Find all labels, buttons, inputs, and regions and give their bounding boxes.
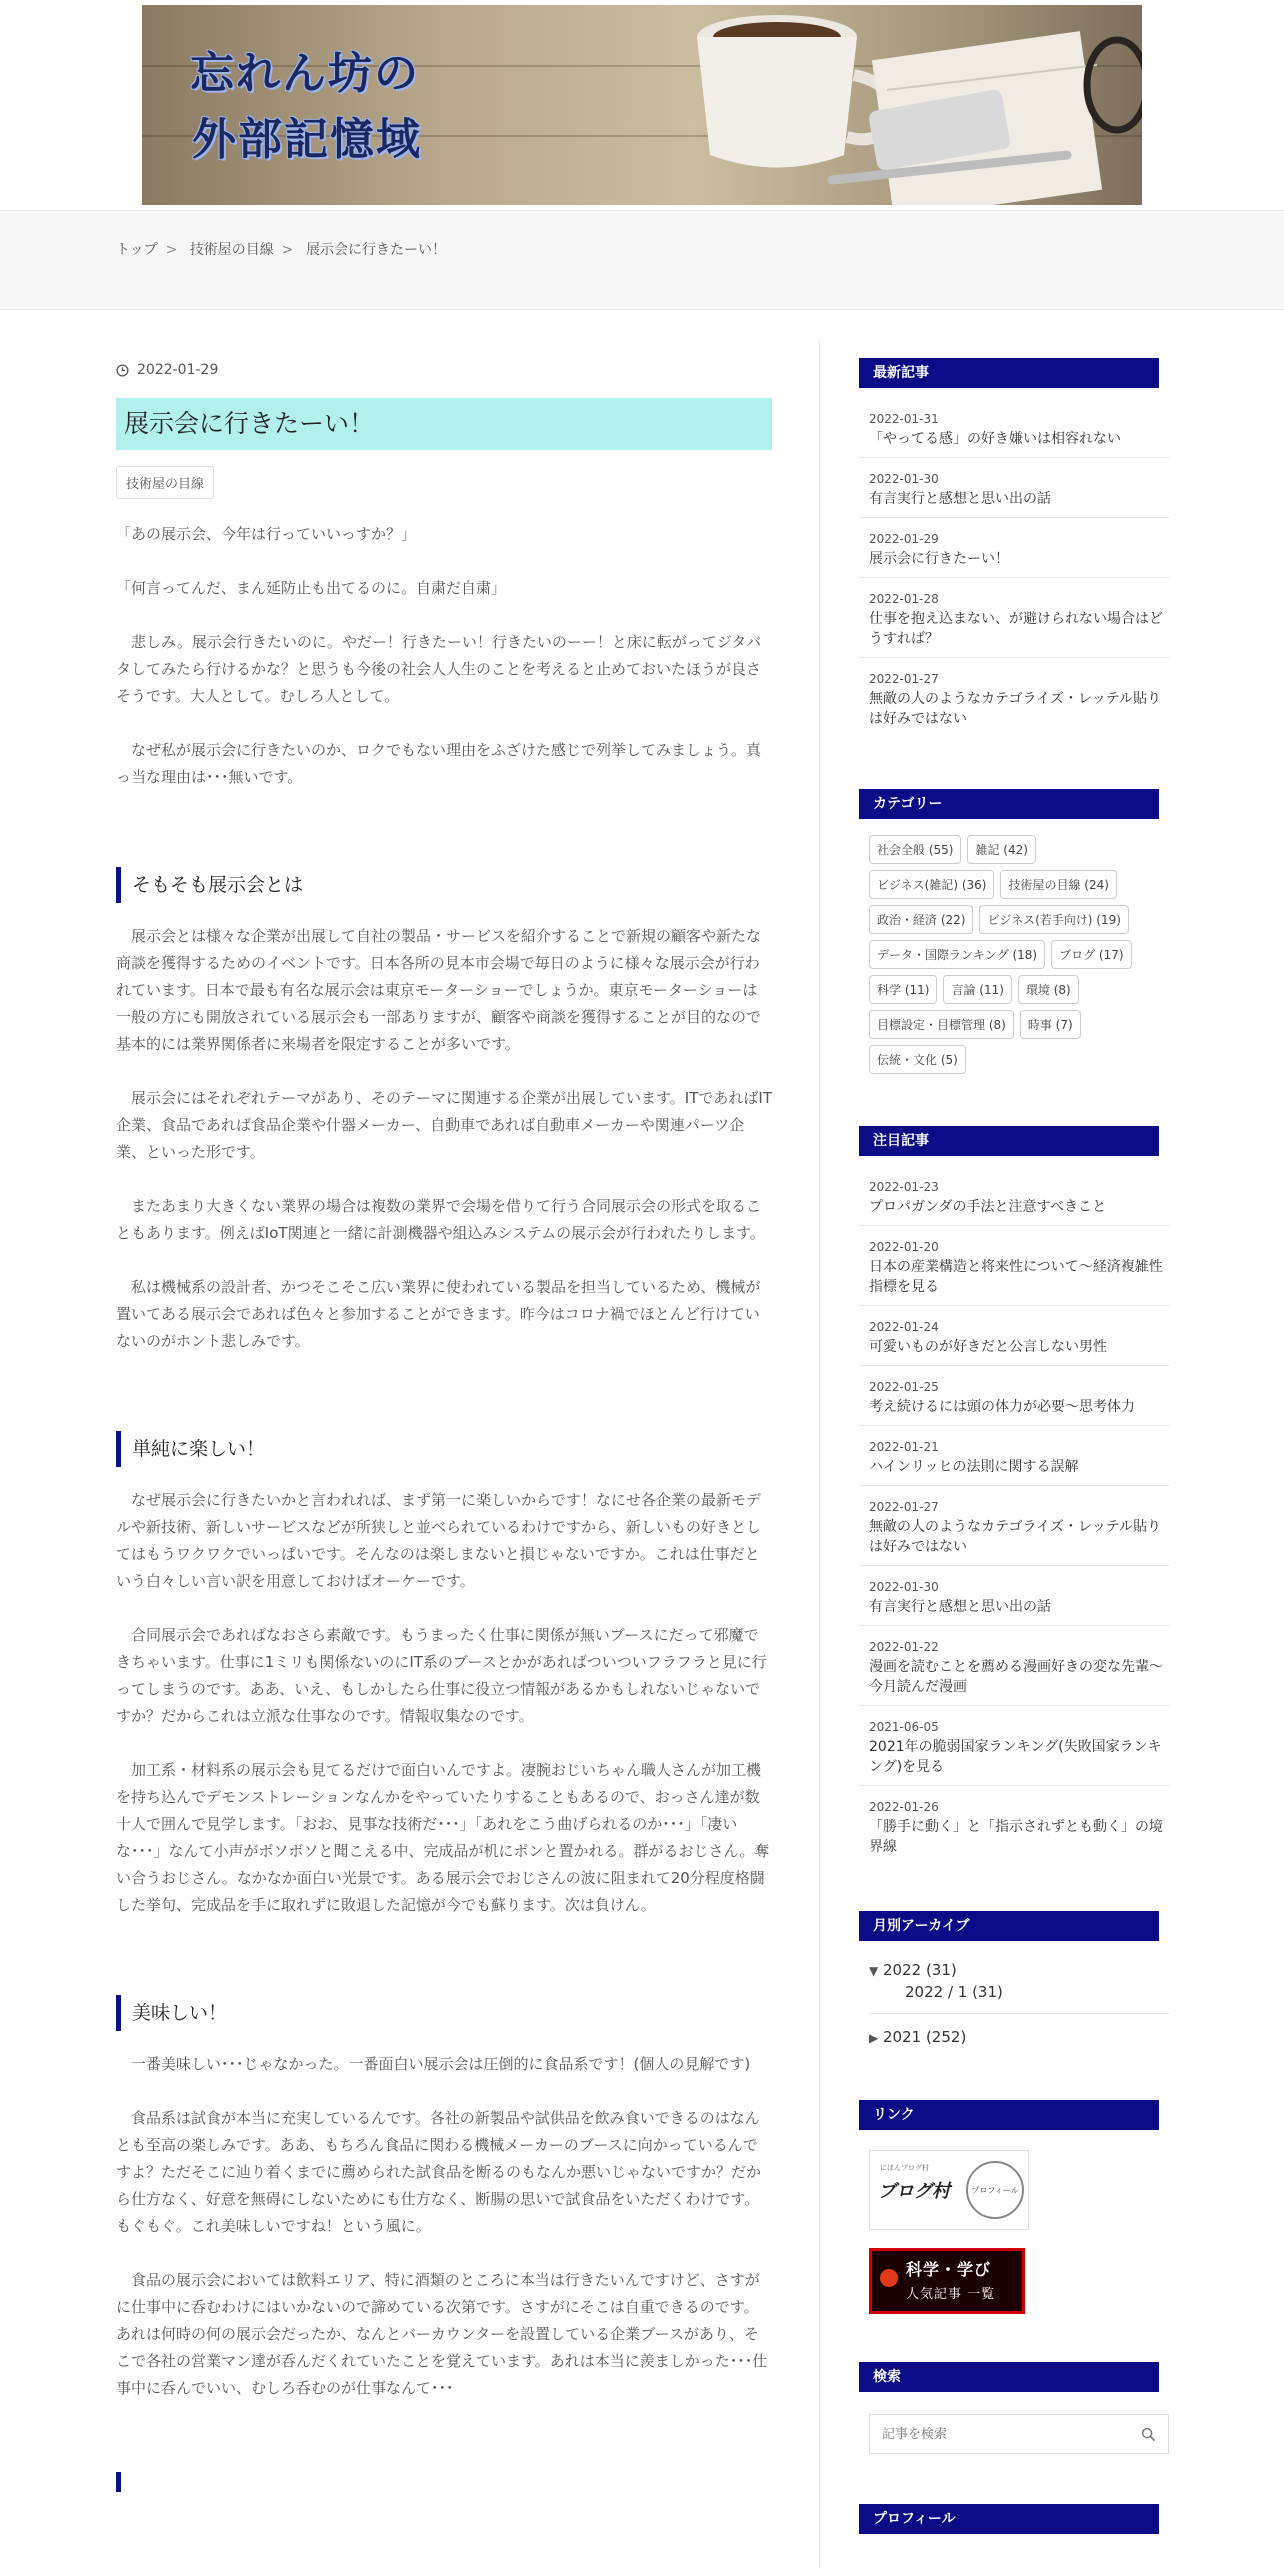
featured-post-item[interactable] [859,1486,1169,1566]
category-chip[interactable]: 環境 (8) [1018,975,1079,1004]
featured-post-title[interactable]: 日本の産業構造と将来性について～経済複雑性指標を見る [869,1259,1163,1295]
category-chip[interactable]: ブログ (17) [1051,940,1131,969]
archive-year-label[interactable]: 2021 (252) [883,2028,967,2046]
featured-post-date: 2022-01-20 [869,1240,939,1254]
intro-paragraph: なぜ私が展示会に行きたいのか、ロクでもない理由をふざけた感じで列挙してみましょう。真っ当な理由は･･･無いです。 [116,741,762,786]
breadcrumb-category[interactable]: 技術屋の目線 [189,242,274,258]
recent-post-title[interactable]: 「やってる感」の好き嫌いは相容れない [869,431,1121,447]
site-title[interactable] [190,41,510,173]
archive-divider [869,2013,1169,2014]
category-chip[interactable]: 目標設定・目標管理 (8) [869,1010,1014,1039]
post-category-tag[interactable]: 技術屋の目線 [116,466,214,499]
featured-post-date: 2022-01-22 [869,1640,939,1654]
archive-year-label[interactable]: 2022 (31) [883,1961,957,1979]
widget-title-featured: 注目記事 [859,1126,1159,1156]
section-paragraph: 展示会にはそれぞれテーマがあり、そのテーマに関連する企業が出展しています。ITであればIT企業、食品であれば食品企業や什器メーカー、自動車であれば自動車メーカーや関連パーツ企業、といった形です。 [116,1089,772,1161]
featured-post-item[interactable] [859,1566,1169,1626]
featured-post-title[interactable]: ハインリッヒの法則に関する誤解 [869,1459,1079,1475]
post-date [116,360,772,380]
widget-title-categories: カテゴリー [859,789,1159,819]
widget-title-archive: 月別アーカイブ [859,1911,1159,1941]
featured-post-date: 2022-01-25 [869,1380,939,1394]
ranking-line1: 科学・学び [906,2260,992,2279]
site-title-line2: 外部記憶域 [192,114,422,165]
recent-post-title[interactable]: 有言実行と感想と思い出の話 [869,491,1051,507]
intro-paragraph: 「あの展示会、今年は行っていいっすか？」 [116,525,417,543]
section-paragraph: 加工系・材料系の展示会も見てるだけで面白いんですよ。凄腕おじいちゃん職人さんが加工機を持ち込んでデモンストレーションなんかをやっていたりすることもあるので、おっさん達が数十人で囲んで見学します。「おお、見事な技術だ･･･」「あれをこう曲げられるのか･･･」「凄いな･･･」なんて小声がボソボソと聞こえる中、完成品が机にポンと置かれる。群がるおじさん。奪い合うおじさん。なかなか面白い光景です。ある展示会でおじさんの波に阻まれて20分程度格闘した挙句、完成品を手に取れずに敗退した記憶が今でも蘇ります。次は負けん。 [116,1761,770,1914]
archive-month-2022-1[interactable]: 2022 / 1 (31) [905,1983,1003,2001]
site-title-line1: 忘れん坊の [190,48,420,99]
category-chip[interactable]: 社会全般 (55) [869,835,961,864]
science-ranking-banner[interactable] [869,2248,1025,2314]
blogmura-logo-text: ブログ村 [878,2181,950,2202]
recent-post-title[interactable]: 仕事を抱え込まない、が避けられない場合はどうすれば？ [869,611,1163,647]
category-chip[interactable]: 時事 (7) [1020,1010,1081,1039]
sidebar [859,358,1169,2534]
featured-post-title[interactable]: プロパガンダの手法と注意すべきこと [869,1199,1107,1215]
caret-down-icon[interactable]: ▼ [869,1964,879,1978]
category-chip[interactable]: 科学 (11) [869,975,937,1004]
section-paragraph: またあまり大きくない業界の場合は複数の業界で会場を借りて行う合同展示会の形式を取ることもあります。例えばIoT関連と一緒に計測機器や組込みシステムの展示会が行われたりします。 [116,1197,765,1242]
category-chip[interactable]: データ・国際ランキング (18) [869,940,1045,969]
search-icon[interactable] [1141,2427,1156,2442]
featured-post-date: 2022-01-21 [869,1440,939,1454]
section-heading: 美味しい！ [116,1995,772,2031]
recent-post-date: 2022-01-31 [869,412,939,426]
section-paragraph: 食品の展示会においては飲料エリア、特に酒類のところに本当は行きたいんですけど、さすがに仕事中に呑むわけにはいかないので諦めている次第です。さすがにそこは自重できるのです。あれは何時の何の展示会だったか、なんとバーカウンターを設置している企業ブースがあり、そこで各社の営業マン達が呑んだくれていたことを覚えています。あれは本当に羨ましかった･･･仕事中に呑んでいい、むしろ呑むのが仕事なんて･･･ [116,2271,768,2397]
widget-title-recent: 最新記事 [859,358,1159,388]
next-section-marker [116,2472,121,2492]
header-banner[interactable] [142,5,1142,205]
widget-title-profile: プロフィール [859,2504,1159,2534]
featured-post-item[interactable] [859,1786,1169,1865]
featured-post-title[interactable]: 2021年の脆弱国家ランキング(失敗国家ランキング)を見る [869,1739,1162,1775]
search-box [869,2414,1169,2454]
intro-paragraph: 悲しみ。展示会行きたいのに。やだー！行きたーい！行きたいのーー！と床に転がってジタバタしてみたら行けるかな？と思うも今後の社会人人生のことを考えると止めておいたほうが良さそうです。大人として。むしろ人として。 [116,633,762,705]
post-title: 展示会に行きたーい！ [116,398,772,450]
archive-year-2022[interactable] [869,1961,1169,1983]
featured-post-item[interactable] [859,1226,1169,1306]
section-paragraph: 食品系は試食が本当に充実しているんです。各社の新製品や試供品を飲み食いできるのはなんとも至高の楽しみです。ああ、もちろん食品に関わる機械メーカーのブースに向かっているんですよ？ただそこに辿り着くまでに薦められた試食品を断るのもなんか悪いじゃないですか？だから仕方なく、好意を無碍にしないためにも仕方なく、断腸の思いで試食品をいただくわけです。もぐもぐ。これ美味しいですね！という風に。 [116,2109,762,2235]
category-chip[interactable]: 技術屋の目線 (24) [1000,870,1116,899]
recent-post-item[interactable] [859,578,1169,658]
breadcrumb-current: 展示会に行きたーい！ [305,242,446,258]
section-heading: 単純に楽しい！ [116,1431,772,1467]
category-chip[interactable]: 雑記 (42) [967,835,1035,864]
archive-year-2021[interactable] [869,2028,1169,2050]
recent-post-title[interactable]: 展示会に行きたーい！ [869,551,1009,567]
featured-post-date: 2021-06-05 [869,1720,939,1734]
widget-title-links: リンク [859,2100,1159,2130]
section-paragraph: なぜ展示会に行きたいかと言われれば、まず第一に楽しいからです！なにせ各企業の最新モデルや新技術、新しいサービスなどが所狭しと並べられているわけですから、新しいもの好きとしてはもうワクワクでいっぱいです。そんなのは楽しまないと損じゃないですか。これは仕事だという白々しい言い訳を用意しておけばオーケーです。 [116,1491,762,1590]
featured-post-title[interactable]: 「勝手に動く」と「指示されずとも動く」の境界線 [869,1819,1163,1855]
blogmura-profile-circle [966,2161,1024,2219]
featured-post-item[interactable] [859,1166,1169,1226]
featured-post-date: 2022-01-30 [869,1580,939,1594]
featured-post-title[interactable]: 無敵の人のようなカテゴライズ・レッテル貼りは好みではない [869,1519,1162,1555]
featured-post-title[interactable]: 可愛いものが好きだと公言しない男性 [869,1339,1107,1355]
widget-title-search: 検索 [859,2362,1159,2392]
featured-post-date: 2022-01-24 [869,1320,939,1334]
breadcrumb [116,239,452,259]
featured-posts-list [859,1166,1169,1865]
site-header [0,0,1284,210]
section-paragraph: 合同展示会であればなおさら素敵です。もうまったく仕事に関係が無いブースにだって邪魔できちゃいます。仕事に1ミリも関係ないのにIT系のブースとかがあればついついフラフラと見に行ってしまうのです。ああ、いえ、もしかしたら仕事に役立つ情報があるかもしれないじゃないですか？だからこれは立派な仕事なのです。情報収集なのです。 [116,1626,767,1725]
archive-list [859,1961,1169,2050]
featured-post-date: 2022-01-26 [869,1800,939,1814]
recent-post-item[interactable] [859,398,1169,458]
featured-post-item[interactable] [859,1306,1169,1366]
category-chip[interactable]: ビジネス(雑記) (36) [869,870,994,899]
ranking-line2: 人気記事 一覧 [906,2287,996,2302]
search-input[interactable] [882,2427,1122,2442]
breadcrumb-bar [0,210,1284,310]
recent-post-item[interactable] [859,518,1169,578]
recent-post-date: 2022-01-28 [869,592,939,606]
featured-post-title[interactable]: 考え続けるには頭の体力が必要～思考体力 [869,1399,1135,1415]
recent-posts-list [859,398,1169,737]
breadcrumb-separator: > [165,242,178,258]
featured-post-date: 2022-01-27 [869,1500,939,1514]
category-chip[interactable]: 政治・経済 (22) [869,905,973,934]
featured-post-title[interactable]: 漫画を読むことを薦める漫画好きの変な先輩～今月読んだ漫画 [869,1659,1163,1695]
featured-post-item[interactable] [859,1366,1169,1426]
recent-post-date: 2022-01-29 [869,532,939,546]
section-paragraph: 展示会とは様々な企業が出展して自社の製品・サービスを紹介することで新規の顧客や新たな商談を獲得するためのイベントです。日本各所の見本市会場で毎日のように様々な展示会が行われています。日本で最も有名な展示会は東京モーターショーでしょうか。東京モーターショーは一般の方にも開放されている展示会も一部ありますが、顧客や商談を獲得することが目的なので基本的には業界関係者に来場者を限定することが多いです。 [116,927,762,1053]
featured-post-date: 2022-01-23 [869,1180,939,1194]
blogmura-top-text: にほんブログ村 [880,2164,929,2172]
recent-post-item[interactable] [859,658,1169,737]
recent-post-title[interactable]: 無敵の人のようなカテゴライズ・レッテル貼りは好みではない [869,691,1162,727]
blogmura-profile-text: プロフィール [971,2185,1019,2195]
intro-paragraph: 「何言ってんだ、まん延防止も出てるのに。自粛だ自粛」 [116,579,507,597]
featured-post-title[interactable]: 有言実行と感想と思い出の話 [869,1599,1051,1615]
recent-post-item[interactable] [859,458,1169,518]
article [116,360,772,2492]
category-chip[interactable]: 言論 (11) [943,975,1011,1004]
column-divider [819,340,820,2568]
category-chip[interactable]: 伝統・文化 (5) [869,1045,966,1074]
caret-right-icon[interactable]: ▶ [869,2031,879,2045]
recent-post-date: 2022-01-30 [869,472,939,486]
ranking-bulb-icon [880,2269,898,2287]
blogmura-profile-banner[interactable] [869,2150,1029,2230]
recent-post-date: 2022-01-27 [869,672,939,686]
clock-icon [116,364,129,377]
section-paragraph: 私は機械系の設計者、かつそこそこ広い業界に使われている製品を担当しているため、機械が置いてある展示会であれば色々と参加することができます。昨今はコロナ禍でほとんど行けていないのがホント悲しみです。 [116,1278,761,1350]
featured-post-item[interactable] [859,1626,1169,1706]
featured-post-item[interactable] [859,1706,1169,1786]
section-paragraph: 一番美味しい･･･じゃなかった。一番面白い展示会は圧倒的に食品系です！(個人の見解です) [116,2055,751,2073]
category-list [859,835,1159,1074]
post-date-text: 2022-01-29 [137,362,219,378]
section-heading: そもそも展示会とは [116,867,772,903]
category-chip[interactable]: ビジネス(若手向け) (19) [979,905,1128,934]
featured-post-item[interactable] [859,1426,1169,1486]
breadcrumb-separator: > [281,242,294,258]
breadcrumb-home[interactable]: トップ [116,242,158,258]
